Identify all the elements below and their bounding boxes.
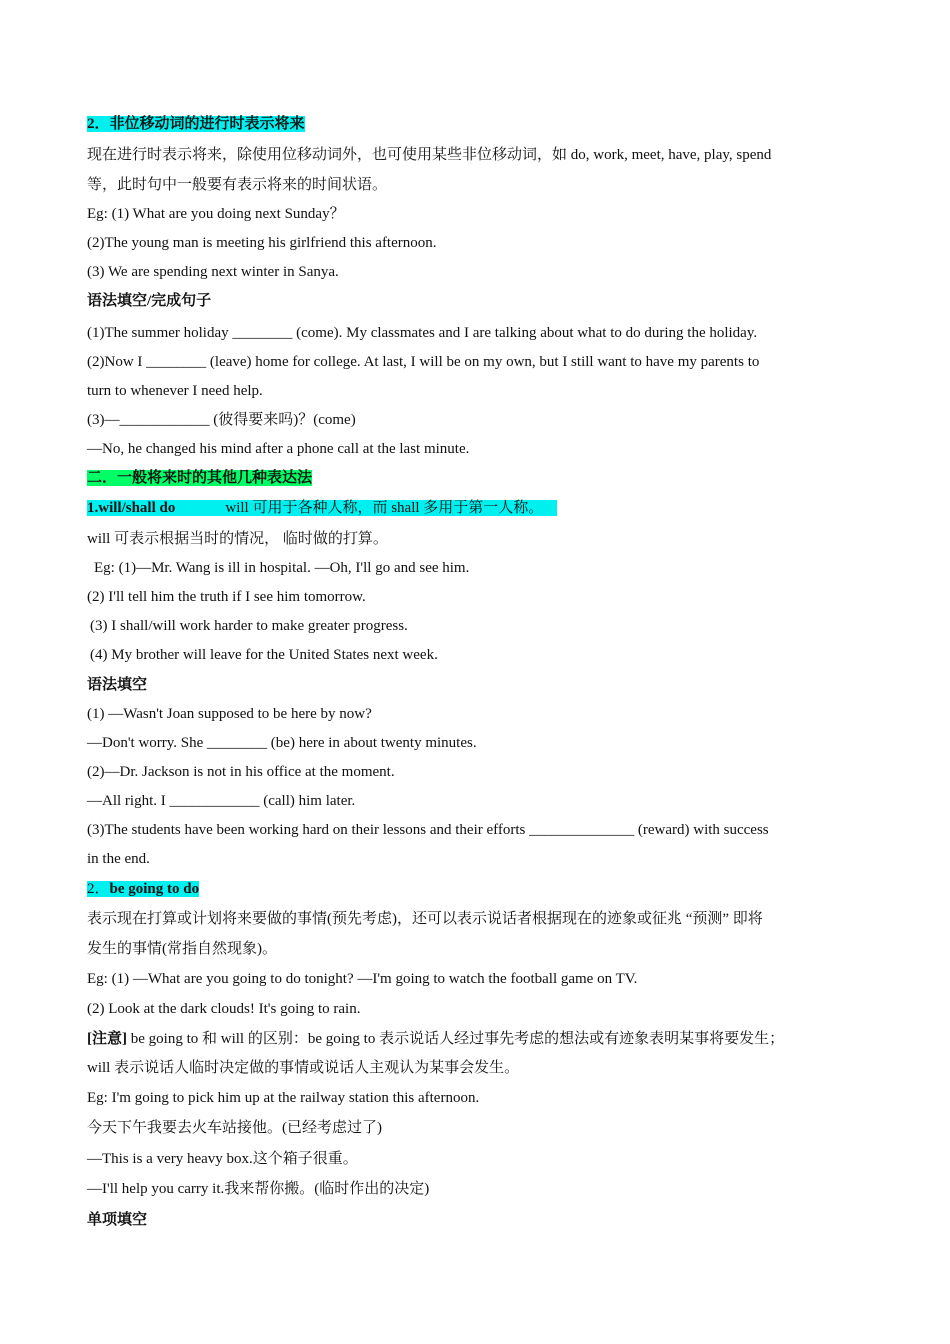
- example-translation: 今天下午我要去火车站接他。(已经考虑过了): [87, 1120, 382, 1136]
- example: (3) I shall/will work harder to make greater progress.: [90, 618, 408, 634]
- example: Eg: I'm going to pick him up at the railway station this afternoon.: [87, 1090, 480, 1106]
- subsection-heading: 2．be going to do: [87, 881, 200, 897]
- question: (1)The summer holiday ________ (come). My classmates and I are talking about what to do during the holiday.: [87, 325, 758, 341]
- question: (1) —Wasn't Joan supposed to be here by now?: [87, 706, 372, 722]
- exercise-title: 语法填空/完成句子: [87, 293, 212, 309]
- example: Eg: (1)—Mr. Wang is ill in hospital. —Oh, I'll go and see him.: [94, 560, 470, 576]
- question: (3)The students have been working hard on their lessons and their efforts ______________ (reward) with success: [87, 822, 769, 838]
- question: turn to whenever I need help.: [87, 383, 263, 399]
- paragraph: 现在进行时表示将来，除使用位移动词外，也可使用某些非位移动词，如 do, work, meet, have, play, spend: [87, 147, 772, 163]
- question: (3)—____________ (彼得要来吗)？(come): [87, 412, 356, 428]
- example: (2) I'll tell him the truth if I see him tomorrow.: [87, 589, 366, 605]
- exercise-title: 单项填空: [87, 1212, 148, 1228]
- paragraph: 等，此时句中一般要有表示将来的时间状语。: [87, 177, 388, 193]
- paragraph: 表示现在打算或计划将来要做的事情(预先考虑)，还可以表示说话者根据现在的迹象或征兆 “预测” 即将: [87, 911, 763, 927]
- paragraph: 发生的事情(常指自然现象)。: [87, 941, 277, 957]
- subsection-heading: [87, 499, 870, 517]
- paragraph: will 可表示根据当时的情况， 临时做的打算。: [87, 531, 388, 547]
- subsection-title: 1.will/shall do: [87, 500, 176, 516]
- question: —Don't worry. She ________ (be) here in about twenty minutes.: [87, 735, 477, 751]
- example: —I'll help you carry it.我来帮你搬。(临时作出的决定): [87, 1181, 430, 1197]
- part-heading: 二．一般将来时的其他几种表达法: [87, 470, 313, 486]
- question: —All right. I ____________ (call) him later.: [87, 793, 356, 809]
- question: (2)—Dr. Jackson is not in his office at the moment.: [87, 764, 395, 780]
- example: (2) Look at the dark clouds! It's going to rain.: [87, 1001, 361, 1017]
- note-text: be going to 和 will 的区别：be going to 表示说话人经过事先考虑的想法或有迹象表明某事将要发生；: [127, 1031, 785, 1047]
- note: [87, 1030, 870, 1048]
- example: (4) My brother will leave for the United States next week.: [90, 647, 438, 663]
- subsection-note: will 可用于各种人称，而 shall 多用于第一人称。: [225, 500, 544, 516]
- question: in the end.: [87, 851, 150, 867]
- example: —This is a very heavy box.这个箱子很重。: [87, 1151, 358, 1167]
- example: Eg: (1) What are you doing next Sunday？: [87, 206, 345, 222]
- note-label: [注意]: [87, 1031, 127, 1047]
- note: will 表示说话人临时决定做的事情或说话人主观认为某事会发生。: [87, 1060, 520, 1076]
- question: —No, he changed his mind after a phone call at the last minute.: [87, 441, 470, 457]
- question: (2)Now I ________ (leave) home for college. At last, I will be on my own, but I still want to have my parents to: [87, 354, 760, 370]
- example: (2)The young man is meeting his girlfriend this afternoon.: [87, 235, 437, 251]
- exercise-title: 语法填空: [87, 677, 148, 693]
- example: Eg: (1) —What are you going to do tonight? —I'm going to watch the football game on TV.: [87, 971, 638, 987]
- section-heading: 2．非位移动词的进行时表示将来: [87, 116, 305, 132]
- example: (3) We are spending next winter in Sanya.: [87, 264, 339, 280]
